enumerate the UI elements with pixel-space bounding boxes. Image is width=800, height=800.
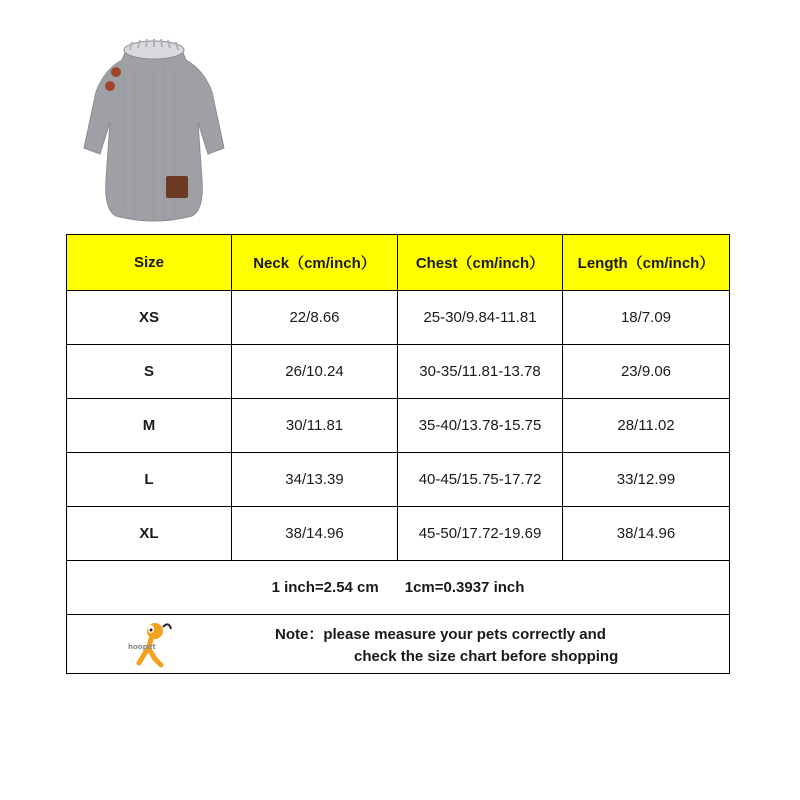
- size-chart-table: [66, 234, 730, 674]
- button-icon: [105, 81, 115, 91]
- leather-patch-icon: [166, 176, 188, 198]
- size-cell: M: [67, 399, 232, 453]
- logo-text: hoopet: [128, 643, 156, 651]
- cm-to-inch-text: 1cm=0.3937 inch: [404, 579, 525, 596]
- chest-cell: 30-35/11.81-13.78: [398, 345, 563, 399]
- length-cell: 38/14.96: [563, 507, 730, 561]
- size-cell: XL: [67, 507, 232, 561]
- neck-cell: 34/13.39: [232, 453, 398, 507]
- neck-cell: 26/10.24: [232, 345, 398, 399]
- length-cell: 33/12.99: [563, 453, 730, 507]
- header-chest: Chest（cm/inch）: [398, 235, 563, 291]
- length-cell: 18/7.09: [563, 291, 730, 345]
- chest-cell: 25-30/9.84-11.81: [398, 291, 563, 345]
- table-header-row: [67, 235, 730, 291]
- neck-cell: 22/8.66: [232, 291, 398, 345]
- length-cell: 28/11.02: [563, 399, 730, 453]
- table-row: [67, 345, 730, 399]
- table-row: [67, 399, 730, 453]
- note-cell: [67, 615, 730, 674]
- chest-cell: 40-45/15.75-17.72: [398, 453, 563, 507]
- size-cell: XS: [67, 291, 232, 345]
- header-length: Length（cm/inch）: [563, 235, 730, 291]
- header-size: Size: [67, 235, 232, 291]
- note-line-1: Note：please measure your pets correctly and: [275, 626, 606, 643]
- note-line-2: check the size chart before shopping: [354, 648, 619, 665]
- note-row: [67, 615, 730, 674]
- table-row: [67, 291, 730, 345]
- chest-cell: 45-50/17.72-19.69: [398, 507, 563, 561]
- neck-cell: 38/14.96: [232, 507, 398, 561]
- size-cell: S: [67, 345, 232, 399]
- running-dog-logo-icon: [125, 619, 177, 671]
- header-neck: Neck（cm/inch）: [232, 235, 398, 291]
- table-row: [67, 507, 730, 561]
- chest-cell: 35-40/13.78-15.75: [398, 399, 563, 453]
- size-cell: L: [67, 453, 232, 507]
- neck-cell: 30/11.81: [232, 399, 398, 453]
- table-row: [67, 453, 730, 507]
- dog-sweater-image: [74, 30, 234, 230]
- conversion-cell: [67, 561, 730, 615]
- button-icon: [111, 67, 121, 77]
- inch-to-cm-text: 1 inch=2.54 cm: [271, 579, 379, 596]
- conversion-row: [67, 561, 730, 615]
- length-cell: 23/9.06: [563, 345, 730, 399]
